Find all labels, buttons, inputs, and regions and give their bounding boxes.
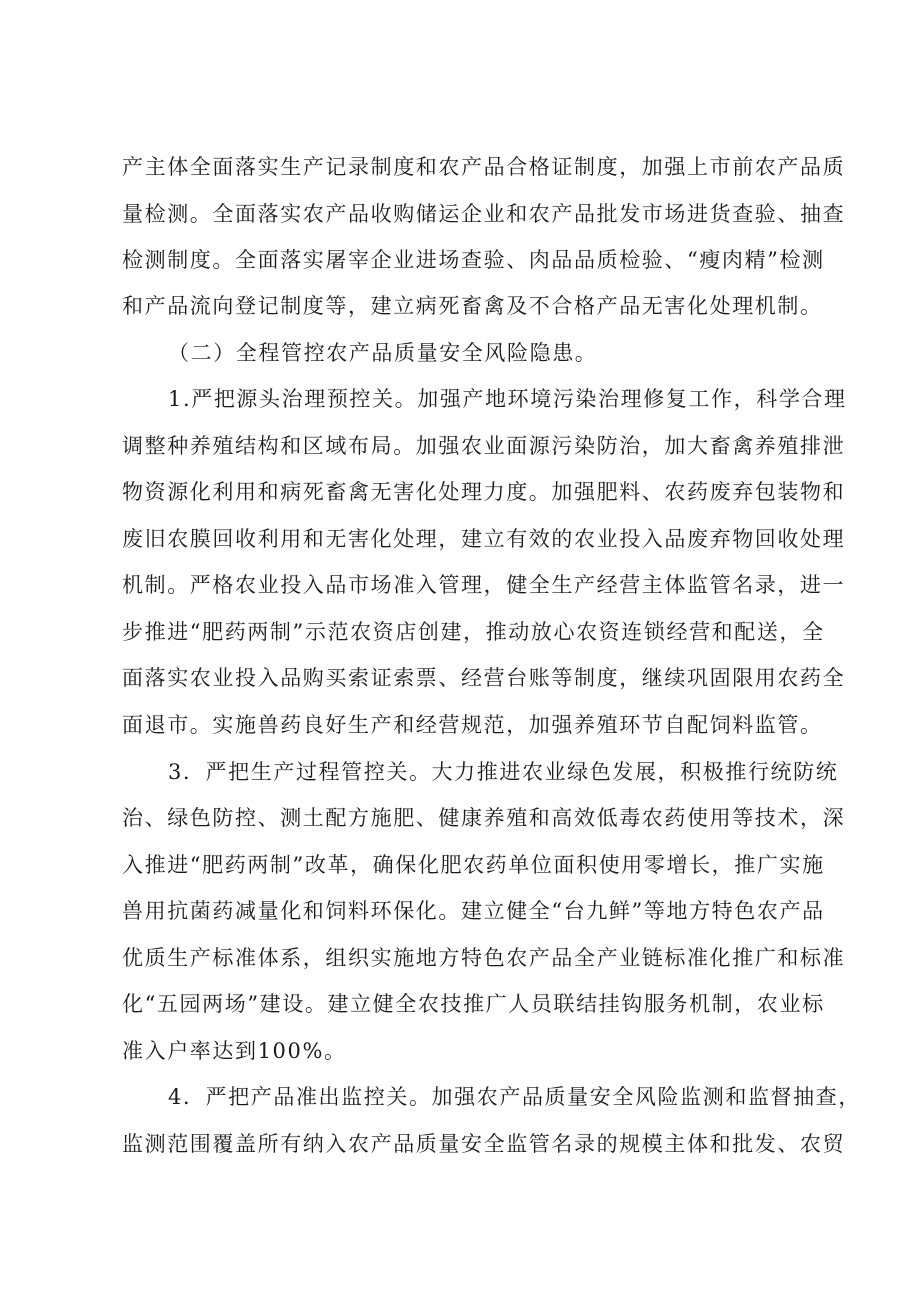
paragraph-line: 量检测。全面落实农产品收购储运企业和农产品批发市场进货查验、抽查 bbox=[122, 202, 846, 226]
paragraph-line: 物资源化利用和病死畜禽无害化处理力度。加强肥料、农药废弃包装物和 bbox=[122, 480, 846, 504]
paragraph-line: 3．严把生产过程管控关。大力推进农业绿色发展，积极推行统防统 bbox=[168, 760, 839, 784]
paragraph-line: 废旧农膜回收利用和无害化处理，建立有效的农业投入品废弃物回收处理 bbox=[122, 527, 846, 551]
paragraph-line: 1.严把源头治理预控关。加强产地环境污染治理修复工作，科学合理 bbox=[168, 387, 847, 411]
paragraph-line: 步推进“肥药两制”示范农资店创建，推动放心农资连锁经营和配送，全 bbox=[122, 620, 825, 644]
paragraph-line: 面退市。实施兽药良好生产和经营规范，加强养殖环节自配饲料监管。 bbox=[122, 713, 823, 737]
paragraph-line: 和产品流向登记制度等，建立病死畜禽及不合格产品无害化处理机制。 bbox=[122, 294, 823, 318]
paragraph-line: 面落实农业投入品购买索证索票、经营台账等制度，继续巩固限用农药全 bbox=[122, 666, 846, 690]
paragraph-line: 准入户率达到100%。 bbox=[122, 1039, 347, 1063]
paragraph-line: 4．严把产品准出监控关。加强农产品质量安全风险监测和监督抽查， bbox=[168, 1085, 861, 1109]
paragraph-line: 检测制度。全面落实屠宰企业进场查验、肉品品质检验、“瘦肉精”检测 bbox=[122, 248, 825, 272]
paragraph-line: 优质生产标准体系，组织实施地方特色农产品全产业链标准化推广和标准 bbox=[122, 946, 846, 970]
paragraph-line: 产主体全面落实生产记录制度和农产品合格证制度，加强上市前农产品质 bbox=[122, 155, 846, 179]
paragraph-line: 治、绿色防控、测土配方施肥、健康养殖和高效低毒农药使用等技术，深 bbox=[122, 806, 846, 830]
paragraph-line: 监测范围覆盖所有纳入农产品质量安全监管名录的规模主体和批发、农贸 bbox=[122, 1132, 846, 1156]
paragraph-line: 机制。严格农业投入品市场准入管理，健全生产经营主体监管名录，进一 bbox=[122, 573, 846, 597]
section-heading: （二）全程管控农产品质量安全风险隐患。 bbox=[168, 341, 598, 365]
paragraph-line: 兽用抗菌药减量化和饲料环保化。建立健全“台九鲜”等地方特色农产品 bbox=[122, 899, 825, 923]
paragraph-line: 调整种养殖结构和区域布局。加强农业面源污染防治，加大畜禽养殖排泄 bbox=[122, 434, 846, 458]
paragraph-line: 入推进“肥药两制”改革，确保化肥农药单位面积使用零增长，推广实施 bbox=[122, 853, 825, 877]
paragraph-line: 化“五园两场”建设。建立健全农技推广人员联结挂钩服务机制，农业标 bbox=[122, 992, 825, 1016]
